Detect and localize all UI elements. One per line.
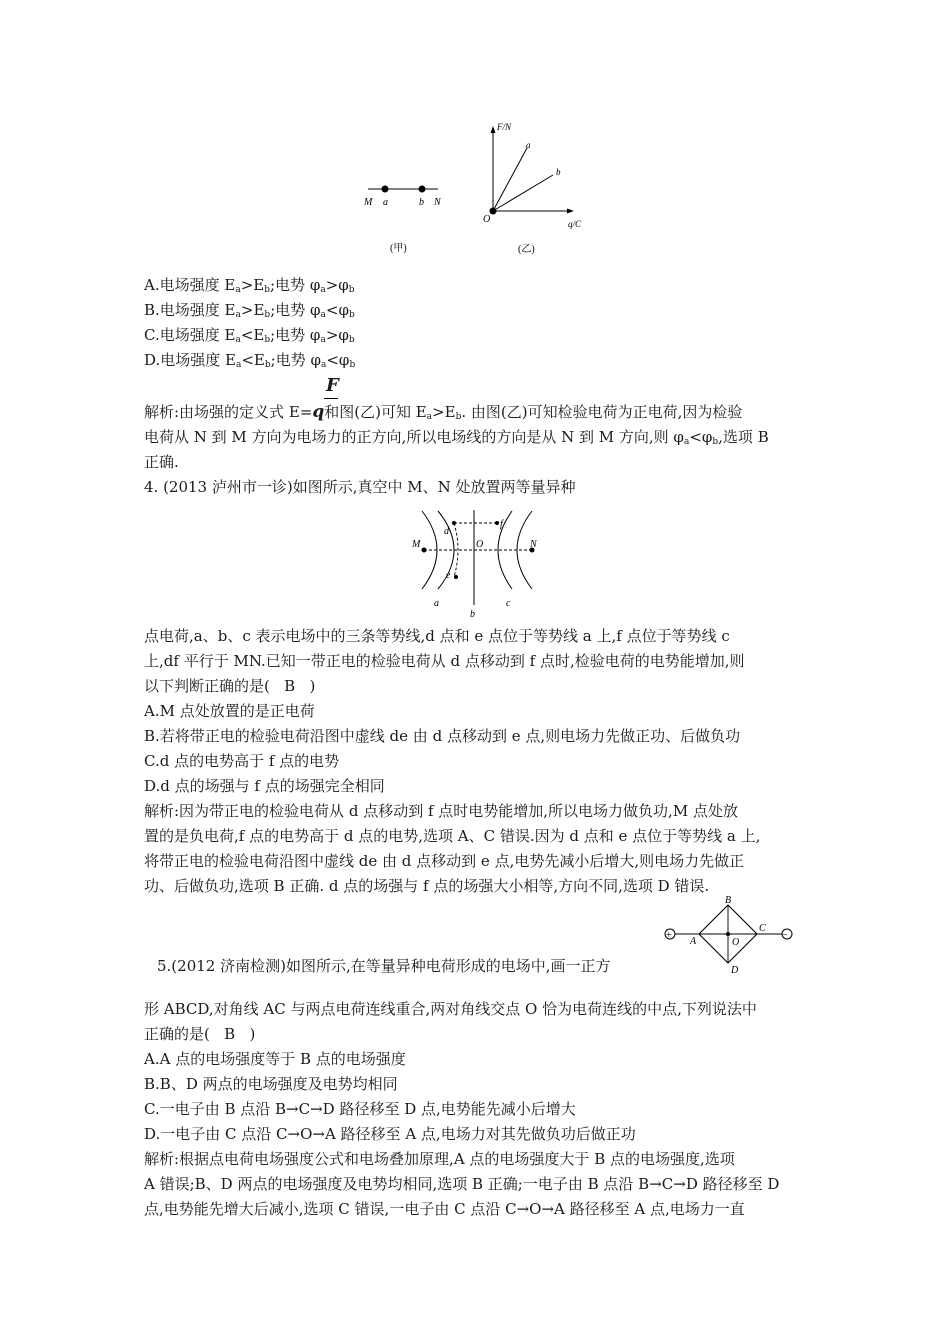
svg-text:+: +	[666, 930, 672, 941]
q4-stem-line-2: 点电荷,a、b、c 表示电场中的三条等势线,d 点和 e 点位于等势线 a 上,f 点位于等势线 c	[144, 627, 730, 645]
svg-text:C: C	[759, 923, 766, 934]
svg-text:b: b	[470, 609, 475, 620]
q5-option-b: B.B、D 两点的电场强度及电势均相同	[144, 1075, 398, 1093]
q4-stem-line-1: 4. (2013 泸州市一诊)如图所示,真空中 M、N 处放置两等量异种	[144, 478, 576, 496]
svg-text:M: M	[364, 197, 373, 208]
svg-text:b: b	[419, 197, 424, 208]
svg-text:O: O	[476, 539, 484, 550]
svg-text:O: O	[483, 214, 491, 225]
svg-text:F/N: F/N	[497, 122, 512, 132]
q4-option-a: A.M 点处放置的是正电荷	[144, 702, 315, 720]
svg-text:a: a	[434, 598, 439, 609]
q5-stem-line-2: 形 ABCD,对角线 AC 与两点电荷连线重合,两对角线交点 O 恰为电荷连线的中点,下列说法中	[144, 1000, 757, 1018]
q4-analysis-line-4: 功、后做负功,选项 B 正确. d 点的场强与 f 点的场强大小相等,方向不同,选项 D 错误.	[144, 877, 710, 895]
svg-text:d: d	[444, 526, 449, 537]
svg-text:A: A	[690, 936, 697, 947]
q4-option-b: B.若将带正电的检验电荷沿图中虚线 de 由 d 点移动到 e 点,则电场力先做正功、后做负功	[144, 727, 741, 745]
q4-analysis-line-2: 置的是负电荷,f 点的电势高于 d 点的电势,选项 A、C 错误.因为 d 点和 e 点位于等势线 a 上,	[144, 827, 761, 845]
fraction-numerator: F	[326, 375, 339, 396]
svg-text:f: f	[500, 519, 503, 530]
figure-jia	[363, 186, 442, 255]
q4-analysis-line-1: 解析:因为带正电的检验电荷从 d 点移动到 f 点时电势能增加,所以电场力做负功,M 点处放	[144, 802, 738, 820]
svg-text:O: O	[732, 937, 740, 948]
q4-stem-line-3: 上,df 平行于 MN.已知一带正电的检验电荷从 d 点移动到 f 点时,检验电荷的电势能增加,则	[144, 652, 745, 670]
svg-text:M: M	[412, 539, 421, 550]
q3-analysis-line-3: 正确.	[144, 453, 179, 471]
q3-analysis-line-1: 解析:由场强的定义式 E=q和图(乙)可知 $E_a>E_b$. 由图(乙)可知检验电荷为正电荷,因为检验	[144, 402, 743, 422]
figure-yi	[483, 122, 582, 255]
svg-text:(乙): (乙)	[518, 244, 535, 255]
svg-text:B: B	[725, 895, 732, 906]
q3-option-d: D.电场强度 $E_a<E_b$;电势 $\varphi_a<\varphi_b$	[144, 351, 356, 370]
svg-text:b: b	[556, 167, 561, 177]
svg-text:a: a	[383, 197, 388, 208]
svg-text:c: c	[506, 598, 511, 609]
figure-square-abcd	[660, 893, 800, 975]
q4-stem-line-4: 以下判断正确的是( B )	[144, 677, 316, 695]
svg-text:N: N	[434, 197, 441, 208]
svg-text:−: −	[782, 930, 788, 941]
fraction-bar	[324, 398, 338, 399]
svg-text:q/C: q/C	[568, 219, 582, 229]
q5-option-c: C.一电子由 B 点沿 B→C→D 路径移至 D 点,电势能先减小后增大	[144, 1100, 576, 1118]
q5-analysis-line-3: 点,电势能先增大后减小,选项 C 错误,一电子由 C 点沿 C→O→A 路径移至 A 点,电场力一直	[144, 1200, 745, 1218]
q5-analysis-line-2: A 错误;B、D 两点的电场强度及电势均相同,选项 B 正确;一电子由 B 点沿 B→C→D 路径移至 D	[144, 1175, 780, 1193]
q5-stem-line-1: 5.(2012 济南检测)如图所示,在等量异种电荷形成的电场中,画一正方	[157, 957, 611, 975]
q3-analysis-line-2: 电荷从 N 到 M 方向为电场力的正方向,所以电场线的方向是从 N 到 M 方向,则 $\varphi_a<\varphi_b$,选项 B	[144, 428, 769, 447]
svg-text:e: e	[446, 570, 451, 581]
q4-option-d: D.d 点的场强与 f 点的场强完全相同	[144, 777, 385, 795]
q4-analysis-line-3: 将带正电的检验电荷沿图中虚线 de 由 d 点移动到 e 点,电势先减小后增大,则电场力先做正	[144, 852, 745, 870]
q3-option-c: C.电场强度 $E_a<E_b$;电势 $\varphi_a>\varphi_b$	[144, 326, 355, 345]
q5-analysis-line-1: 解析:根据点电荷电场强度公式和电场叠加原理,A 点的电场强度大于 B 点的电场强度,选项	[144, 1150, 735, 1168]
q3-option-b: B.电场强度 $E_a>E_b$;电势 $\varphi_a<\varphi_b$	[144, 301, 355, 320]
svg-text:(甲): (甲)	[390, 243, 407, 254]
q5-option-a: A.A 点的电场强度等于 B 点的电场强度	[144, 1050, 406, 1068]
q5-option-d: D.一电子由 C 点沿 C→O→A 路径移至 A 点,电场力对其先做负功后做正功	[144, 1125, 636, 1143]
svg-text:N: N	[530, 539, 537, 550]
figure-equipotential-lines	[400, 505, 560, 620]
q4-option-c: C.d 点的电势高于 f 点的电势	[144, 752, 340, 770]
svg-text:a: a	[526, 140, 531, 150]
svg-text:D: D	[731, 965, 739, 975]
q3-option-a: A.电场强度 $E_a>E_b$;电势 $\varphi_a>\varphi_b$	[144, 276, 355, 295]
q5-stem-line-3: 正确的是( B )	[144, 1025, 256, 1043]
figure-jia-yi	[350, 118, 600, 263]
